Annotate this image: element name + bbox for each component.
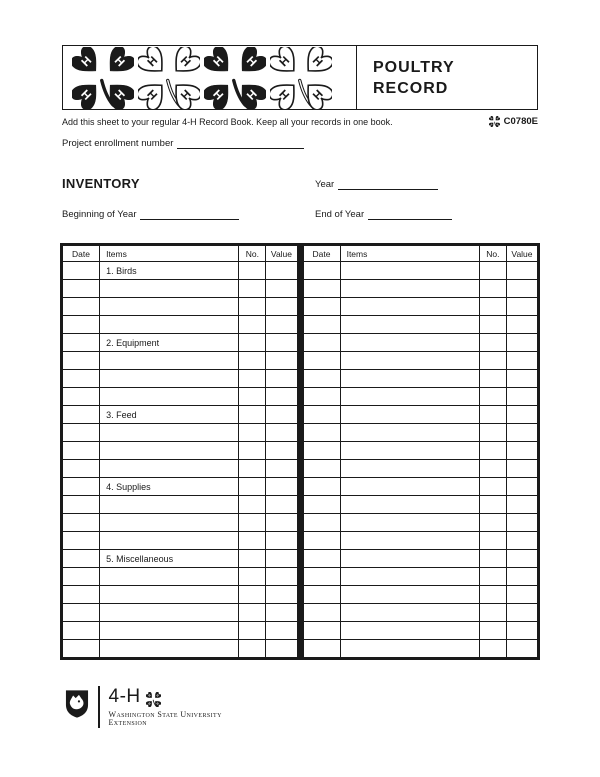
date-cell <box>63 460 100 478</box>
no-cell <box>239 550 266 568</box>
no-cell <box>239 316 266 334</box>
date-cell <box>63 514 100 532</box>
no-cell <box>479 478 506 496</box>
date-cell <box>63 586 100 604</box>
value-cell <box>506 640 537 658</box>
end-of-year-label: End of Year <box>315 209 365 220</box>
value-cell <box>506 586 537 604</box>
no-cell <box>479 640 506 658</box>
item-cell <box>100 316 239 334</box>
table-row <box>303 442 538 460</box>
table-row <box>303 460 538 478</box>
value-cell <box>266 388 297 406</box>
footer-university: Washington State University <box>108 710 222 719</box>
beginning-of-year-label: Beginning of Year <box>62 209 137 220</box>
footer-division: Extension <box>108 718 147 727</box>
date-cell <box>303 424 340 442</box>
table-row <box>63 622 298 640</box>
item-cell <box>100 622 239 640</box>
item-cell <box>340 568 479 586</box>
item-cell <box>340 550 479 568</box>
publication-code-text: C0780E <box>503 116 538 127</box>
date-cell <box>303 514 340 532</box>
svg-text:H: H <box>155 700 160 706</box>
enrollment-field <box>62 138 304 149</box>
no-cell <box>239 370 266 388</box>
table-row <box>63 640 298 658</box>
date-cell <box>63 478 100 496</box>
4h-clover-icon <box>146 691 161 706</box>
table-row <box>63 514 298 532</box>
svg-text:H: H <box>145 53 161 69</box>
value-cell <box>506 370 537 388</box>
item-cell <box>340 460 479 478</box>
svg-text:H: H <box>495 122 498 126</box>
svg-text:H: H <box>79 86 95 102</box>
date-cell <box>303 262 340 280</box>
no-cell <box>479 622 506 640</box>
no-cell <box>479 262 506 280</box>
item-cell <box>340 514 479 532</box>
date-cell <box>303 370 340 388</box>
col-header-value: Value <box>266 246 297 262</box>
no-cell <box>479 280 506 298</box>
enrollment-label: Project enrollment number <box>62 138 174 149</box>
value-cell <box>266 604 297 622</box>
item-cell <box>340 280 479 298</box>
svg-text:H: H <box>211 86 227 102</box>
item-cell <box>100 460 239 478</box>
date-cell <box>63 550 100 568</box>
no-cell <box>479 388 506 406</box>
date-cell <box>63 352 100 370</box>
date-cell <box>63 334 100 352</box>
year-field <box>315 179 438 190</box>
value-cell <box>266 442 297 460</box>
no-cell <box>479 514 506 532</box>
no-cell <box>479 442 506 460</box>
no-cell <box>239 622 266 640</box>
date-cell <box>303 316 340 334</box>
no-cell <box>239 586 266 604</box>
date-cell <box>63 424 100 442</box>
date-cell <box>63 298 100 316</box>
item-cell <box>340 388 479 406</box>
col-header-date: Date <box>63 246 100 262</box>
svg-text:H: H <box>79 53 95 69</box>
no-cell <box>239 280 266 298</box>
table-row <box>303 604 538 622</box>
svg-text:H: H <box>155 692 160 698</box>
date-cell <box>303 298 340 316</box>
item-cell <box>340 352 479 370</box>
no-cell <box>479 316 506 334</box>
inventory-heading: INVENTORY <box>62 176 140 191</box>
date-cell <box>303 406 340 424</box>
value-cell <box>506 406 537 424</box>
value-cell <box>506 262 537 280</box>
item-cell <box>100 640 239 658</box>
item-cell <box>100 352 239 370</box>
date-cell <box>303 622 340 640</box>
item-cell <box>340 532 479 550</box>
table-row <box>303 586 538 604</box>
4h-clover-icon <box>204 47 266 109</box>
year-blank-line <box>338 179 438 190</box>
svg-text:H: H <box>277 53 293 69</box>
date-cell <box>63 532 100 550</box>
no-cell <box>239 424 266 442</box>
form-title-line1: POULTRY <box>373 58 455 76</box>
no-cell <box>239 334 266 352</box>
date-cell <box>63 622 100 640</box>
table-row <box>303 262 538 280</box>
clover-logo-strip <box>63 46 356 109</box>
header-box <box>62 45 538 110</box>
table-row <box>63 424 298 442</box>
4h-clover-icon <box>489 116 500 127</box>
no-cell <box>239 532 266 550</box>
no-cell <box>239 262 266 280</box>
table-row <box>303 334 538 352</box>
section-label-cell: 2. Equipment <box>100 334 239 352</box>
item-cell <box>100 532 239 550</box>
table-row <box>303 514 538 532</box>
value-cell <box>266 334 297 352</box>
table-row <box>63 550 298 568</box>
no-cell <box>239 442 266 460</box>
no-cell <box>479 586 506 604</box>
4h-clover-outline-icon <box>138 47 200 109</box>
date-cell <box>303 532 340 550</box>
item-cell <box>100 298 239 316</box>
table-row <box>303 280 538 298</box>
footer-brand-block <box>109 686 222 727</box>
svg-text:H: H <box>490 122 493 126</box>
inventory-table <box>60 243 540 660</box>
no-cell <box>479 334 506 352</box>
item-cell <box>340 262 479 280</box>
value-cell <box>506 298 537 316</box>
value-cell <box>266 262 297 280</box>
no-cell <box>239 352 266 370</box>
value-cell <box>266 460 297 478</box>
no-cell <box>239 298 266 316</box>
table-row <box>63 316 298 334</box>
item-cell <box>100 280 239 298</box>
value-cell <box>506 604 537 622</box>
wsu-cougar-shield-icon <box>64 689 90 719</box>
table-row <box>303 316 538 334</box>
value-cell <box>506 550 537 568</box>
date-cell <box>303 334 340 352</box>
value-cell <box>506 532 537 550</box>
table-row <box>63 334 298 352</box>
table-row <box>63 586 298 604</box>
date-cell <box>303 442 340 460</box>
svg-text:H: H <box>277 86 293 102</box>
table-row <box>63 568 298 586</box>
inventory-table-right <box>303 245 539 658</box>
svg-text:H: H <box>146 700 152 706</box>
date-cell <box>63 496 100 514</box>
item-cell <box>340 334 479 352</box>
value-cell <box>266 406 297 424</box>
col-header-no: No. <box>479 246 506 262</box>
no-cell <box>479 568 506 586</box>
item-cell <box>100 424 239 442</box>
date-cell <box>63 280 100 298</box>
item-cell <box>100 442 239 460</box>
item-cell <box>340 622 479 640</box>
item-cell <box>340 370 479 388</box>
section-label-cell: 4. Supplies <box>100 478 239 496</box>
end-of-year-field <box>315 209 452 220</box>
svg-text:H: H <box>177 86 193 102</box>
no-cell <box>239 496 266 514</box>
date-cell <box>63 406 100 424</box>
value-cell <box>506 496 537 514</box>
table-row <box>63 460 298 478</box>
table-row <box>303 568 538 586</box>
value-cell <box>266 514 297 532</box>
value-cell <box>506 424 537 442</box>
value-cell <box>266 316 297 334</box>
table-header-row <box>63 246 298 262</box>
table-row <box>63 604 298 622</box>
table-row <box>63 370 298 388</box>
date-cell <box>303 568 340 586</box>
value-cell <box>266 532 297 550</box>
svg-text:H: H <box>495 117 498 121</box>
table-row <box>63 352 298 370</box>
item-cell <box>100 496 239 514</box>
beginning-of-year-field <box>62 209 239 220</box>
col-header-value: Value <box>506 246 537 262</box>
item-cell <box>340 478 479 496</box>
no-cell <box>239 640 266 658</box>
item-cell <box>340 496 479 514</box>
item-cell <box>340 298 479 316</box>
table-row <box>63 388 298 406</box>
section-label-cell: 1. Birds <box>100 262 239 280</box>
item-cell <box>340 316 479 334</box>
col-header-items: Items <box>340 246 479 262</box>
no-cell <box>479 604 506 622</box>
value-cell <box>266 640 297 658</box>
no-cell <box>479 406 506 424</box>
footer-4h-label: 4-H <box>108 686 141 707</box>
inventory-table-left <box>62 245 298 658</box>
svg-text:H: H <box>243 86 259 102</box>
svg-text:H: H <box>243 53 259 69</box>
date-cell <box>63 442 100 460</box>
item-cell <box>340 442 479 460</box>
svg-text:H: H <box>177 53 193 69</box>
section-label-cell: 3. Feed <box>100 406 239 424</box>
no-cell <box>239 604 266 622</box>
value-cell <box>506 568 537 586</box>
svg-text:H: H <box>111 86 127 102</box>
table-row <box>303 532 538 550</box>
no-cell <box>479 424 506 442</box>
col-header-date: Date <box>303 246 340 262</box>
date-cell <box>303 352 340 370</box>
svg-text:H: H <box>211 53 227 69</box>
item-cell <box>100 586 239 604</box>
section-label-cell: 5. Miscellaneous <box>100 550 239 568</box>
date-cell <box>303 550 340 568</box>
date-cell <box>63 568 100 586</box>
svg-text:H: H <box>146 692 152 698</box>
date-cell <box>303 388 340 406</box>
table-row <box>303 424 538 442</box>
item-cell <box>100 388 239 406</box>
table-row <box>63 280 298 298</box>
value-cell <box>266 352 297 370</box>
svg-text:H: H <box>145 86 161 102</box>
no-cell <box>479 532 506 550</box>
value-cell <box>266 622 297 640</box>
no-cell <box>239 514 266 532</box>
table-row <box>303 622 538 640</box>
item-cell <box>340 424 479 442</box>
date-cell <box>303 478 340 496</box>
item-cell <box>100 604 239 622</box>
value-cell <box>266 550 297 568</box>
no-cell <box>239 478 266 496</box>
value-cell <box>506 478 537 496</box>
value-cell <box>506 316 537 334</box>
svg-text:H: H <box>309 53 325 69</box>
date-cell <box>63 370 100 388</box>
value-cell <box>266 280 297 298</box>
date-cell <box>303 604 340 622</box>
col-header-items: Items <box>100 246 239 262</box>
table-row <box>63 298 298 316</box>
table-row <box>303 406 538 424</box>
no-cell <box>239 388 266 406</box>
no-cell <box>479 352 506 370</box>
date-cell <box>303 586 340 604</box>
value-cell <box>266 586 297 604</box>
4h-clover-icon <box>72 47 134 109</box>
form-title-line2: RECORD <box>373 79 449 97</box>
no-cell <box>479 550 506 568</box>
date-cell <box>63 604 100 622</box>
instruction-text: Add this sheet to your regular 4-H Record Book. Keep all your records in one book. <box>62 116 393 127</box>
value-cell <box>266 424 297 442</box>
svg-text:H: H <box>111 53 127 69</box>
value-cell <box>506 442 537 460</box>
footer <box>64 686 222 728</box>
col-header-no: No. <box>239 246 266 262</box>
table-row <box>63 406 298 424</box>
item-cell <box>340 406 479 424</box>
no-cell <box>479 460 506 478</box>
table-row <box>303 298 538 316</box>
4h-clover-outline-icon <box>270 47 332 109</box>
table-row <box>63 532 298 550</box>
no-cell <box>479 370 506 388</box>
value-cell <box>506 460 537 478</box>
table-row <box>63 442 298 460</box>
footer-divider <box>98 686 100 728</box>
table-row <box>303 550 538 568</box>
end-blank-line <box>368 209 452 220</box>
value-cell <box>506 352 537 370</box>
date-cell <box>303 460 340 478</box>
item-cell <box>340 604 479 622</box>
no-cell <box>239 568 266 586</box>
item-cell <box>100 370 239 388</box>
item-cell <box>340 586 479 604</box>
value-cell <box>266 478 297 496</box>
table-row <box>303 478 538 496</box>
table-header-row <box>303 246 538 262</box>
date-cell <box>63 316 100 334</box>
value-cell <box>506 514 537 532</box>
no-cell <box>479 298 506 316</box>
year-label: Year <box>315 179 335 190</box>
table-row <box>303 370 538 388</box>
value-cell <box>506 388 537 406</box>
value-cell <box>506 280 537 298</box>
table-row <box>303 496 538 514</box>
no-cell <box>239 406 266 424</box>
value-cell <box>506 622 537 640</box>
item-cell <box>100 568 239 586</box>
item-cell <box>100 514 239 532</box>
publication-code <box>489 116 538 127</box>
table-row <box>303 388 538 406</box>
value-cell <box>506 334 537 352</box>
date-cell <box>303 640 340 658</box>
date-cell <box>303 496 340 514</box>
table-row <box>303 640 538 658</box>
date-cell <box>63 388 100 406</box>
svg-text:H: H <box>490 117 493 121</box>
value-cell <box>266 568 297 586</box>
table-row <box>303 352 538 370</box>
item-cell <box>340 640 479 658</box>
value-cell <box>266 370 297 388</box>
no-cell <box>239 460 266 478</box>
form-title <box>356 46 537 109</box>
date-cell <box>303 280 340 298</box>
enrollment-blank-line <box>177 138 304 149</box>
value-cell <box>266 298 297 316</box>
table-row <box>63 496 298 514</box>
table-row <box>63 262 298 280</box>
date-cell <box>63 262 100 280</box>
beginning-blank-line <box>140 209 239 220</box>
svg-text:H: H <box>309 86 325 102</box>
date-cell <box>63 640 100 658</box>
table-row <box>63 478 298 496</box>
no-cell <box>479 496 506 514</box>
value-cell <box>266 496 297 514</box>
